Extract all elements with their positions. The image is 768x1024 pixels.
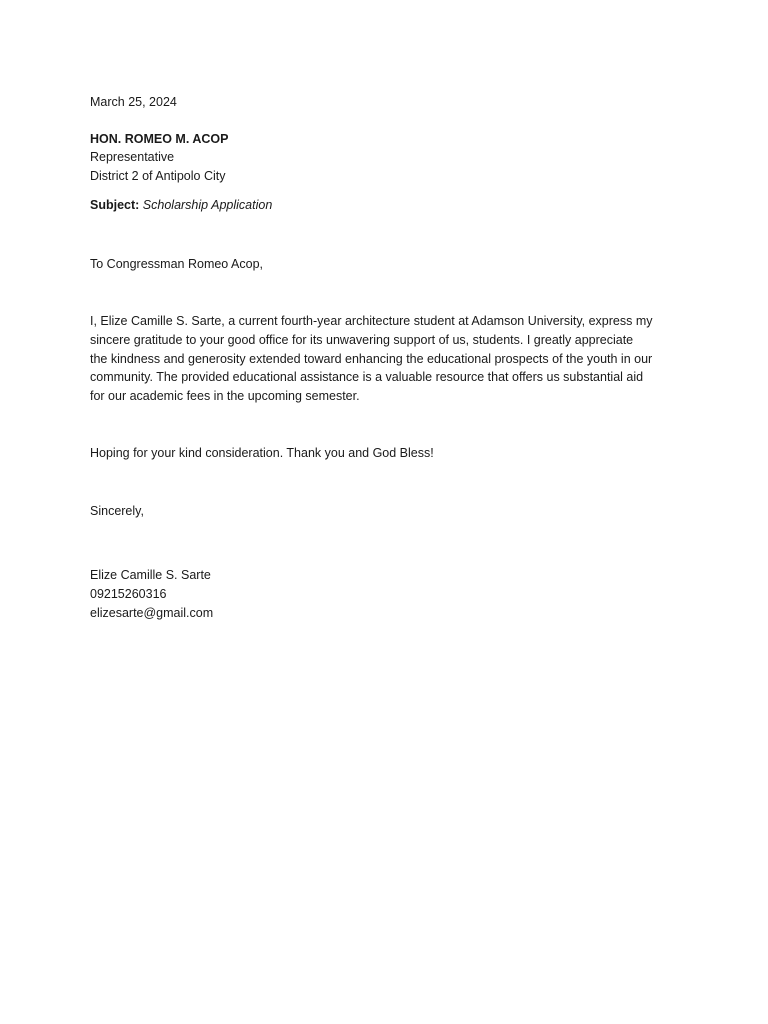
body-line: for our academic fees in the upcoming semester. xyxy=(90,389,360,404)
subject-value: Scholarship Application xyxy=(142,197,273,212)
subject-line xyxy=(90,196,680,215)
sender-block xyxy=(90,566,680,622)
subject-label: Subject: xyxy=(90,197,140,212)
sender-name: Elize Camille S. Sarte xyxy=(90,568,211,583)
closing-remark: Hoping for your kind consideration. Thank you and God Bless! xyxy=(90,445,434,460)
recipient-district: District 2 of Antipolo City xyxy=(90,169,226,184)
recipient-title: Representative xyxy=(90,150,175,165)
body-line: community. The provided educational assistance is a valuable resource that offers us substantial aid xyxy=(90,370,644,385)
sender-phone: 09215260316 xyxy=(90,586,167,601)
closing: Sincerely, xyxy=(90,504,144,519)
body-line: the kindness and generosity extended toward enhancing the educational prospects of the youth in our xyxy=(90,351,653,366)
letter-body xyxy=(90,93,680,622)
recipient-name: HON. ROMEO M. ACOP xyxy=(90,131,229,146)
body-line: I, Elize Camille S. Sarte, a current fourth-year architecture student at Adamson University, express my xyxy=(90,314,653,329)
body-line: sincere gratitude to your good office for its unwavering support of us, students. I greatly appreciate xyxy=(90,332,634,347)
sender-email: elizesarte@gmail.com xyxy=(90,605,214,620)
recipient-block xyxy=(90,130,680,186)
salutation: To Congressman Romeo Acop, xyxy=(90,256,264,271)
body-paragraph xyxy=(90,312,670,406)
letter-date: March 25, 2024 xyxy=(90,95,177,109)
